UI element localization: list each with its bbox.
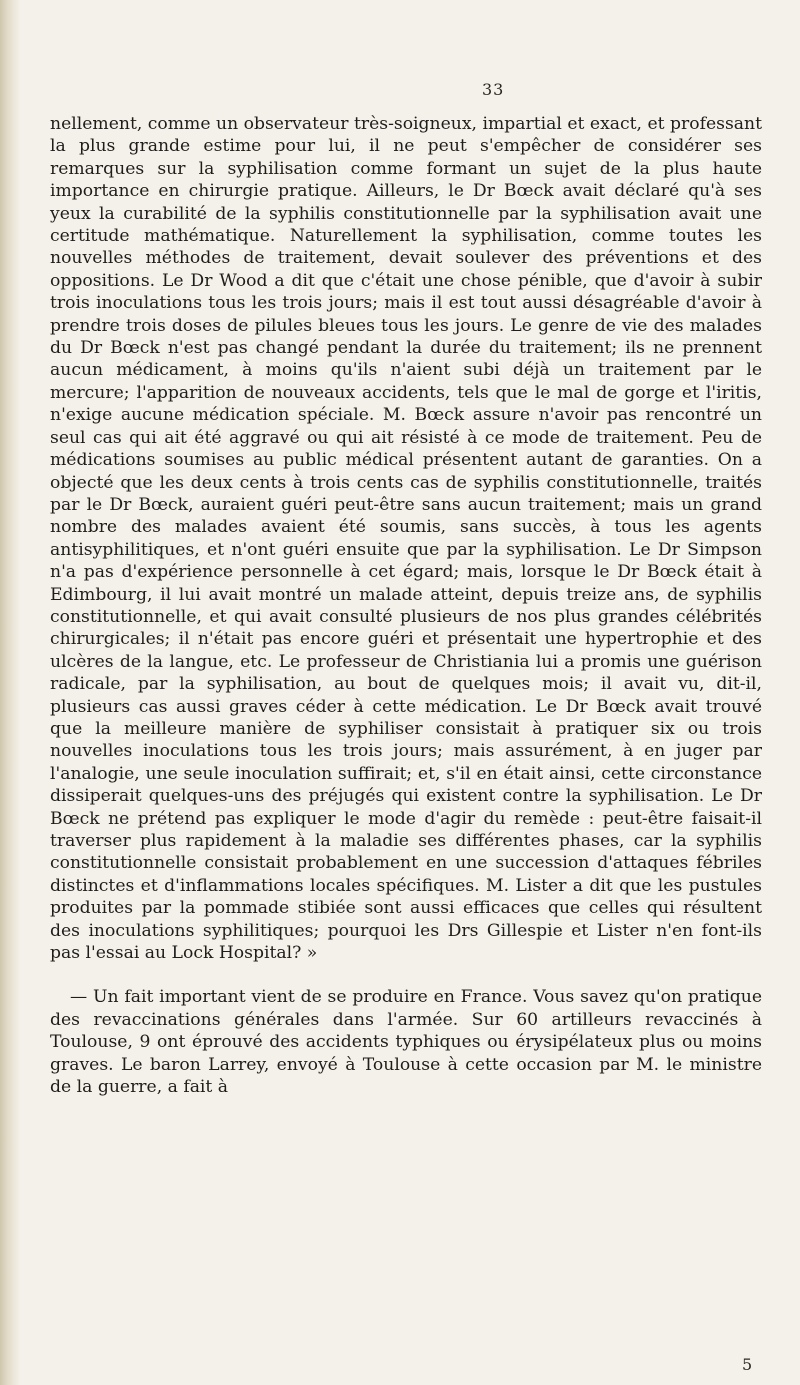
- body-text: [50, 113, 762, 1098]
- paragraph: nellement, comme un observateur très-soigneux, impartial et exact, et professant la plus grande estime pour lui, il ne peut s'empêcher de considérer ses remarques sur la syphilisation comme formant un sujet de la plus haute importance en chirurgie pratique. Ailleurs, le Dr Bœck avait déclaré qu'à ses yeux la curabilité de la syphilis constitutionnelle par la syphilisation avait une certitude mathématique. Naturellement la syphilisation, comme toutes les nouvelles méthodes de traitement, devait soulever des préventions et des oppositions. Le Dr Wood a dit que c'était une chose pénible, que d'avoir à subir trois inoculations tous les trois jours; mais il est tout aussi désagréable d'avoir à prendre trois doses de pilules bleues tous les jours. Le genre de vie des malades du Dr Bœck n'est pas changé pendant la durée du traitement; ils ne prennent aucun médicament, à moins qu'ils n'aient subi déjà un traitement par le mercure; l'apparition de nouveaux accidents, tels que le mal de gorge et l'iritis, n'exige aucune médication spéciale. M. Bœck assure n'avoir pas rencontré un seul cas qui ait été aggravé ou qui ait résisté à ce mode de traitement. Peu de médications soumises au public médical présentent autant de garanties. On a objecté que les deux cents à trois cents cas de syphilis constitutionnelle, traités par le Dr Bœck, auraient guéri peut-être sans aucun traitement; mais un grand nombre des malades avaient été soumis, sans succès, à tous les agents antisyphilitiques, et n'ont guéri ensuite que par la syphilisation. Le Dr Simpson n'a pas d'expérience personnelle à cet égard; mais, lorsque le Dr Bœck était à Edimbourg, il lui avait montré un malade atteint, depuis treize ans, de syphilis constitutionnelle, et qui avait consulté plusieurs de nos plus grandes célébrités chirurgicales; il n'était pas encore guéri et présentait une hypertrophie et des ulcères de la langue, etc. Le professeur de Christiania lui a promis une guérison radicale, par la syphilisation, au bout de quelques mois; il avait vu, dit-il, plusieurs cas aussi graves céder à cette médication. Le Dr Bœck avait trouvé que la meilleure manière de syphiliser consistait à pratiquer six ou trois nouvelles inoculations tous les trois jours; mais assurément, à en juger par l'analogie, une seule inoculation suffirait; et, s'il en était ainsi, cette circonstance dissiperait quelques-uns des préjugés qui existent contre la syphilisation. Le Dr Bœck ne prétend pas expliquer le mode d'agir du remède : peut-être faisait-il traverser plus rapidement à la maladie ses différentes phases, car la syphilis constitutionnelle consistait probablement en une succession d'attaques fébriles distinctes et d'inflammations locales spécifiques. M. Lister a dit que les pustules produites par la pommade stibiée sont aussi efficaces que celles qui résultent des inoculations syphilitiques; pourquoi les Drs Gillespie et Lister n'en font-ils pas l'essai au Lock Hospital? »: [50, 114, 762, 964]
- page-number: 33: [482, 80, 505, 99]
- binding-shadow: [0, 0, 20, 1385]
- book-page: [50, 0, 762, 1385]
- paragraph: — Un fait important vient de se produire en France. Vous savez qu'on pratique des revaccinations générales dans l'armée. Sur 60 artilleurs revaccinés à Toulouse, 9 ont éprouvé des accidents typhiques ou érysipélateux plus ou moins graves. Le baron Larrey, envoyé à Toulouse à cette occasion par M. le ministre de la guerre, a fait à: [50, 987, 762, 1098]
- signature-mark: 5: [742, 1355, 753, 1374]
